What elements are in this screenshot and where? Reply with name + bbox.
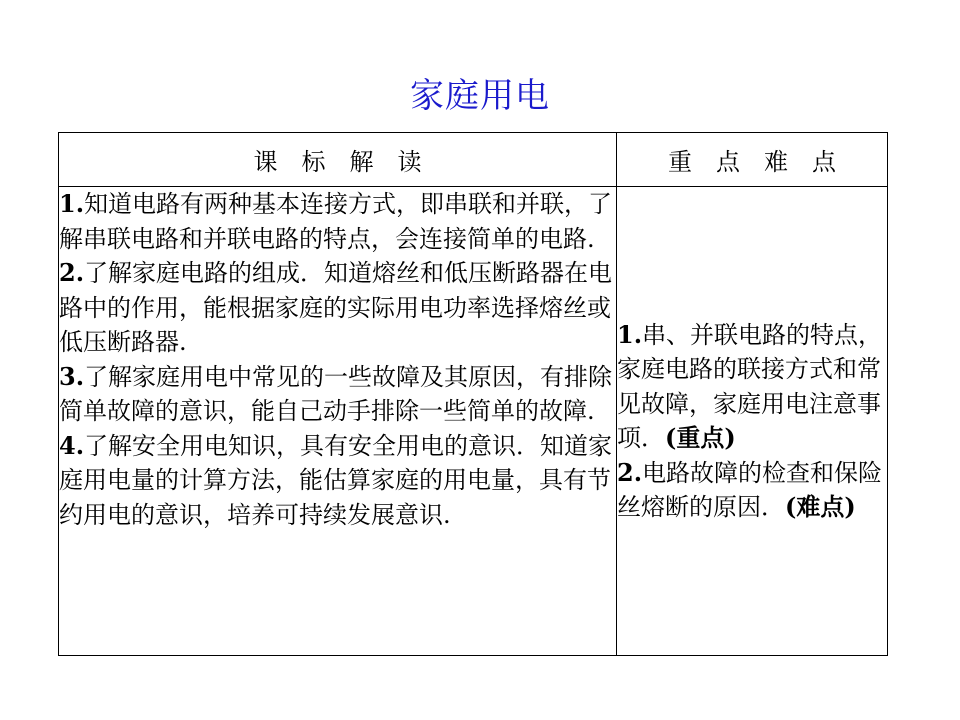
item-text: 了解家庭用电中常见的一些故障及其原因，有排除简单故障的意识，能自己动手排除一些简单的故障. (59, 362, 613, 425)
item-text: 了解家庭电路的组成．知道熔丝和低压断路器在电路中的作用，能根据家庭的实际用电功率选择熔丝或低压断路器. (59, 259, 613, 356)
item-tag: (重点) (665, 423, 736, 452)
item-number: 1. (617, 319, 643, 349)
header-key-difficult-points: 重 点 难 点 (617, 133, 888, 187)
key-points-cell (617, 187, 888, 656)
item-number: 1. (59, 189, 85, 218)
page-title: 家庭用电 (410, 76, 550, 116)
item-number: 2. (59, 258, 85, 287)
table-header-row (59, 133, 888, 187)
standards-cell (59, 187, 617, 656)
item-number: 2. (617, 457, 643, 487)
item-text: 知道电路有两种基本连接方式，即串联和并联，了解串联电路和并联电路的特点，会连接简单的电路. (59, 190, 613, 253)
standard-item-4 (59, 429, 616, 533)
item-text: 串、并联电路的特点，家庭电路的联接方式和常见故障，家庭用电注意事项． (617, 320, 883, 452)
header-standards-interpretation: 课 标 解 读 (59, 133, 617, 187)
table-body-row (59, 187, 888, 656)
item-text: 电路故障的检查和保险丝熔断的原因． (617, 458, 883, 521)
item-tag: (难点) (785, 492, 856, 521)
item-number: 3. (59, 361, 85, 391)
standard-item-3 (59, 360, 616, 429)
item-number: 4. (59, 430, 85, 460)
item-text: 了解安全用电知识，具有安全用电的意识．知道家庭用电量的计算方法，能估算家庭的用电量，具有节约用电的意识，培养可持续发展意识. (59, 431, 613, 529)
key-point-item-2 (617, 456, 887, 525)
standard-item-1 (59, 187, 616, 256)
standard-item-2 (59, 256, 616, 360)
key-point-item-1 (617, 318, 887, 456)
syllabus-table (58, 132, 888, 656)
